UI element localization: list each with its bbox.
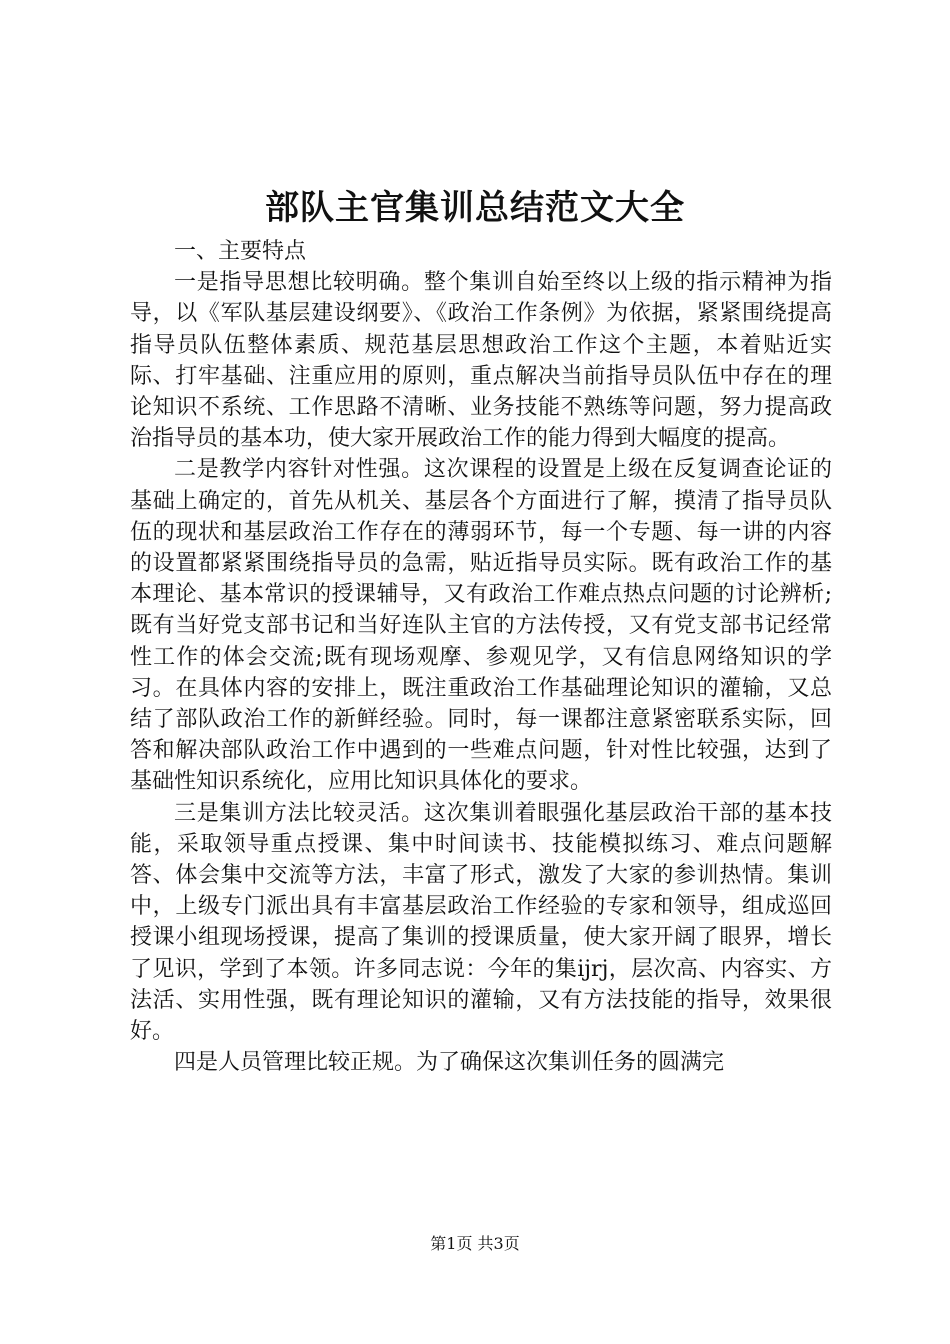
body-paragraph: 一是指导思想比较明确。整个集训自始至终以上级的指示精神为指导，以《军队基层建设纲要》、《政治工作条例》为依据，紧紧围绕提高指导员队伍整体素质、规范基层思想政治工作这个主题，本着贴近实际、打牢基础、注重应用的原则，重点解决当前指导员队伍中存在的理论知识不系统、工作思路不清晰、业务技能不熟练等问题，努力提高政治指导员的基本功，使大家开展政治工作的能力得到大幅度的提高。 [130, 270, 832, 452]
document-title: 部队主官集训总结范文大全 [265, 188, 685, 228]
body-paragraph: 三是集训方法比较灵活。这次集训着眼强化基层政治干部的基本技能，采取领导重点授课、集中时间读书、技能模拟练习、难点问题解答、体会集中交流等方法，丰富了形式，激发了大家的参训热情。集训中，上级专门派出具有丰富基层政治工作经验的专家和领导，组成巡回授课小组现场授课，提高了集训的授课质量，使大家开阔了眼界，增长了见识，学到了本领。许多同志说：今年的集ijrj，层次高、内容实、方法活、实用性强，既有理论知识的灌输，又有方法技能的指导，效果很好。 [130, 800, 832, 1045]
body-paragraph: 四是人员管理比较正规。为了确保这次集训任务的圆满完 [174, 1050, 725, 1076]
page-number-footer: 第1页 共3页 [430, 1234, 520, 1253]
section-heading: 一、主要特点 [174, 239, 307, 264]
document-body [130, 236, 832, 1078]
body-paragraph: 二是教学内容针对性强。这次课程的设置是上级在反复调查论证的基础上确定的，首先从机关、基层各个方面进行了解，摸清了指导员队伍的现状和基层政治工作存在的薄弱环节，每一个专题、每一讲的内容的设置都紧紧围绕指导员的急需，贴近指导员实际。既有政治工作的基本理论、基本常识的授课辅导，又有政治工作难点热点问题的讨论辨析;既有当好党支部书记和当好连队主官的方法传授，又有党支部书记经常性工作的体会交流;既有现场观摩、参观见学，又有信息网络知识的学习。在具体内容的安排上，既注重政治工作基础理论知识的灌输，又总结了部队政治工作的新鲜经验。同时，每一课都注意紧密联系实际，回答和解决部队政治工作中遇到的一些难点问题，针对性比较强，达到了基础性知识系统化，应用比知识具体化的要求。 [130, 457, 832, 795]
